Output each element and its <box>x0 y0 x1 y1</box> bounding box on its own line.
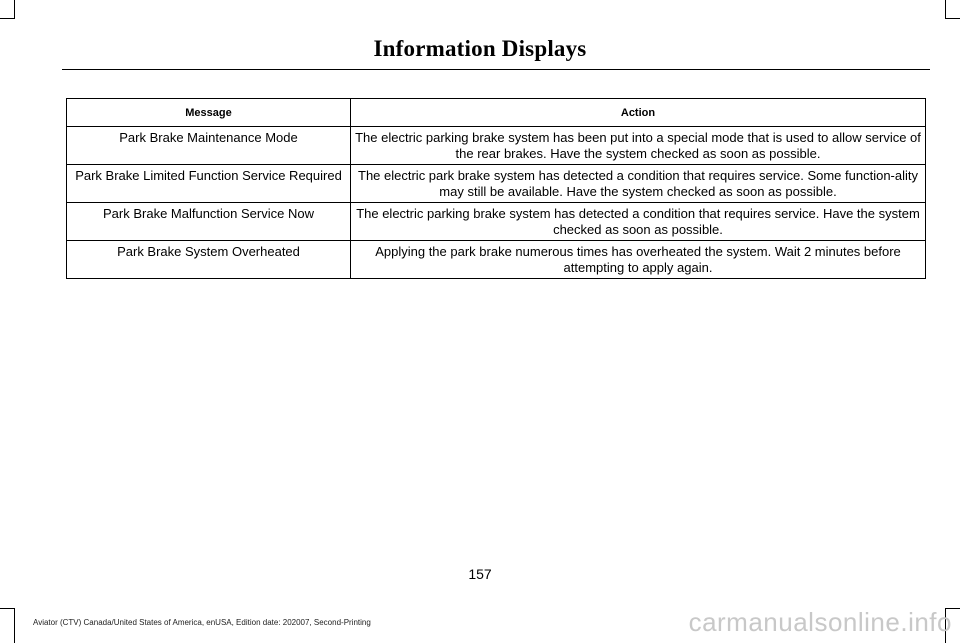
message-cell: Park Brake Maintenance Mode <box>67 127 351 165</box>
header-divider <box>62 69 930 70</box>
crop-mark-top-left-v <box>14 0 15 18</box>
crop-mark-bottom-left-v <box>14 608 15 643</box>
table-row <box>67 241 926 279</box>
action-cell: The electric park brake system has detected a condition that requires service. Some function-ality may still be available. Have the system checked as soon as possible. <box>351 165 926 203</box>
message-action-table <box>66 98 926 279</box>
message-cell: Park Brake Malfunction Service Now <box>67 203 351 241</box>
table-row <box>67 165 926 203</box>
table-header-row <box>67 99 926 127</box>
table-row <box>67 127 926 165</box>
action-cell: The electric parking brake system has detected a condition that requires service. Have the system checked as soon as possible. <box>351 203 926 241</box>
crop-mark-top-right-h <box>945 18 960 19</box>
column-header-message: Message <box>67 99 351 127</box>
footer-edition-text: Aviator (CTV) Canada/United States of America, enUSA, Edition date: 202007, Second-Printing <box>33 618 371 627</box>
message-cell: Park Brake System Overheated <box>67 241 351 279</box>
column-header-action: Action <box>351 99 926 127</box>
crop-mark-top-left-h <box>0 18 15 19</box>
page-title: Information Displays <box>373 36 587 61</box>
action-cell: Applying the park brake numerous times has overheated the system. Wait 2 minutes before attempting to apply again. <box>351 241 926 279</box>
table-row <box>67 203 926 241</box>
action-cell: The electric parking brake system has been put into a special mode that is used to allow service of the rear brakes. Have the system checked as soon as possible. <box>351 127 926 165</box>
message-cell: Park Brake Limited Function Service Required <box>67 165 351 203</box>
crop-mark-bottom-left-h <box>0 608 15 609</box>
page-number: 157 <box>468 566 492 582</box>
crop-mark-top-right-v <box>945 0 946 18</box>
watermark: carmanualsonline.info <box>688 607 952 637</box>
